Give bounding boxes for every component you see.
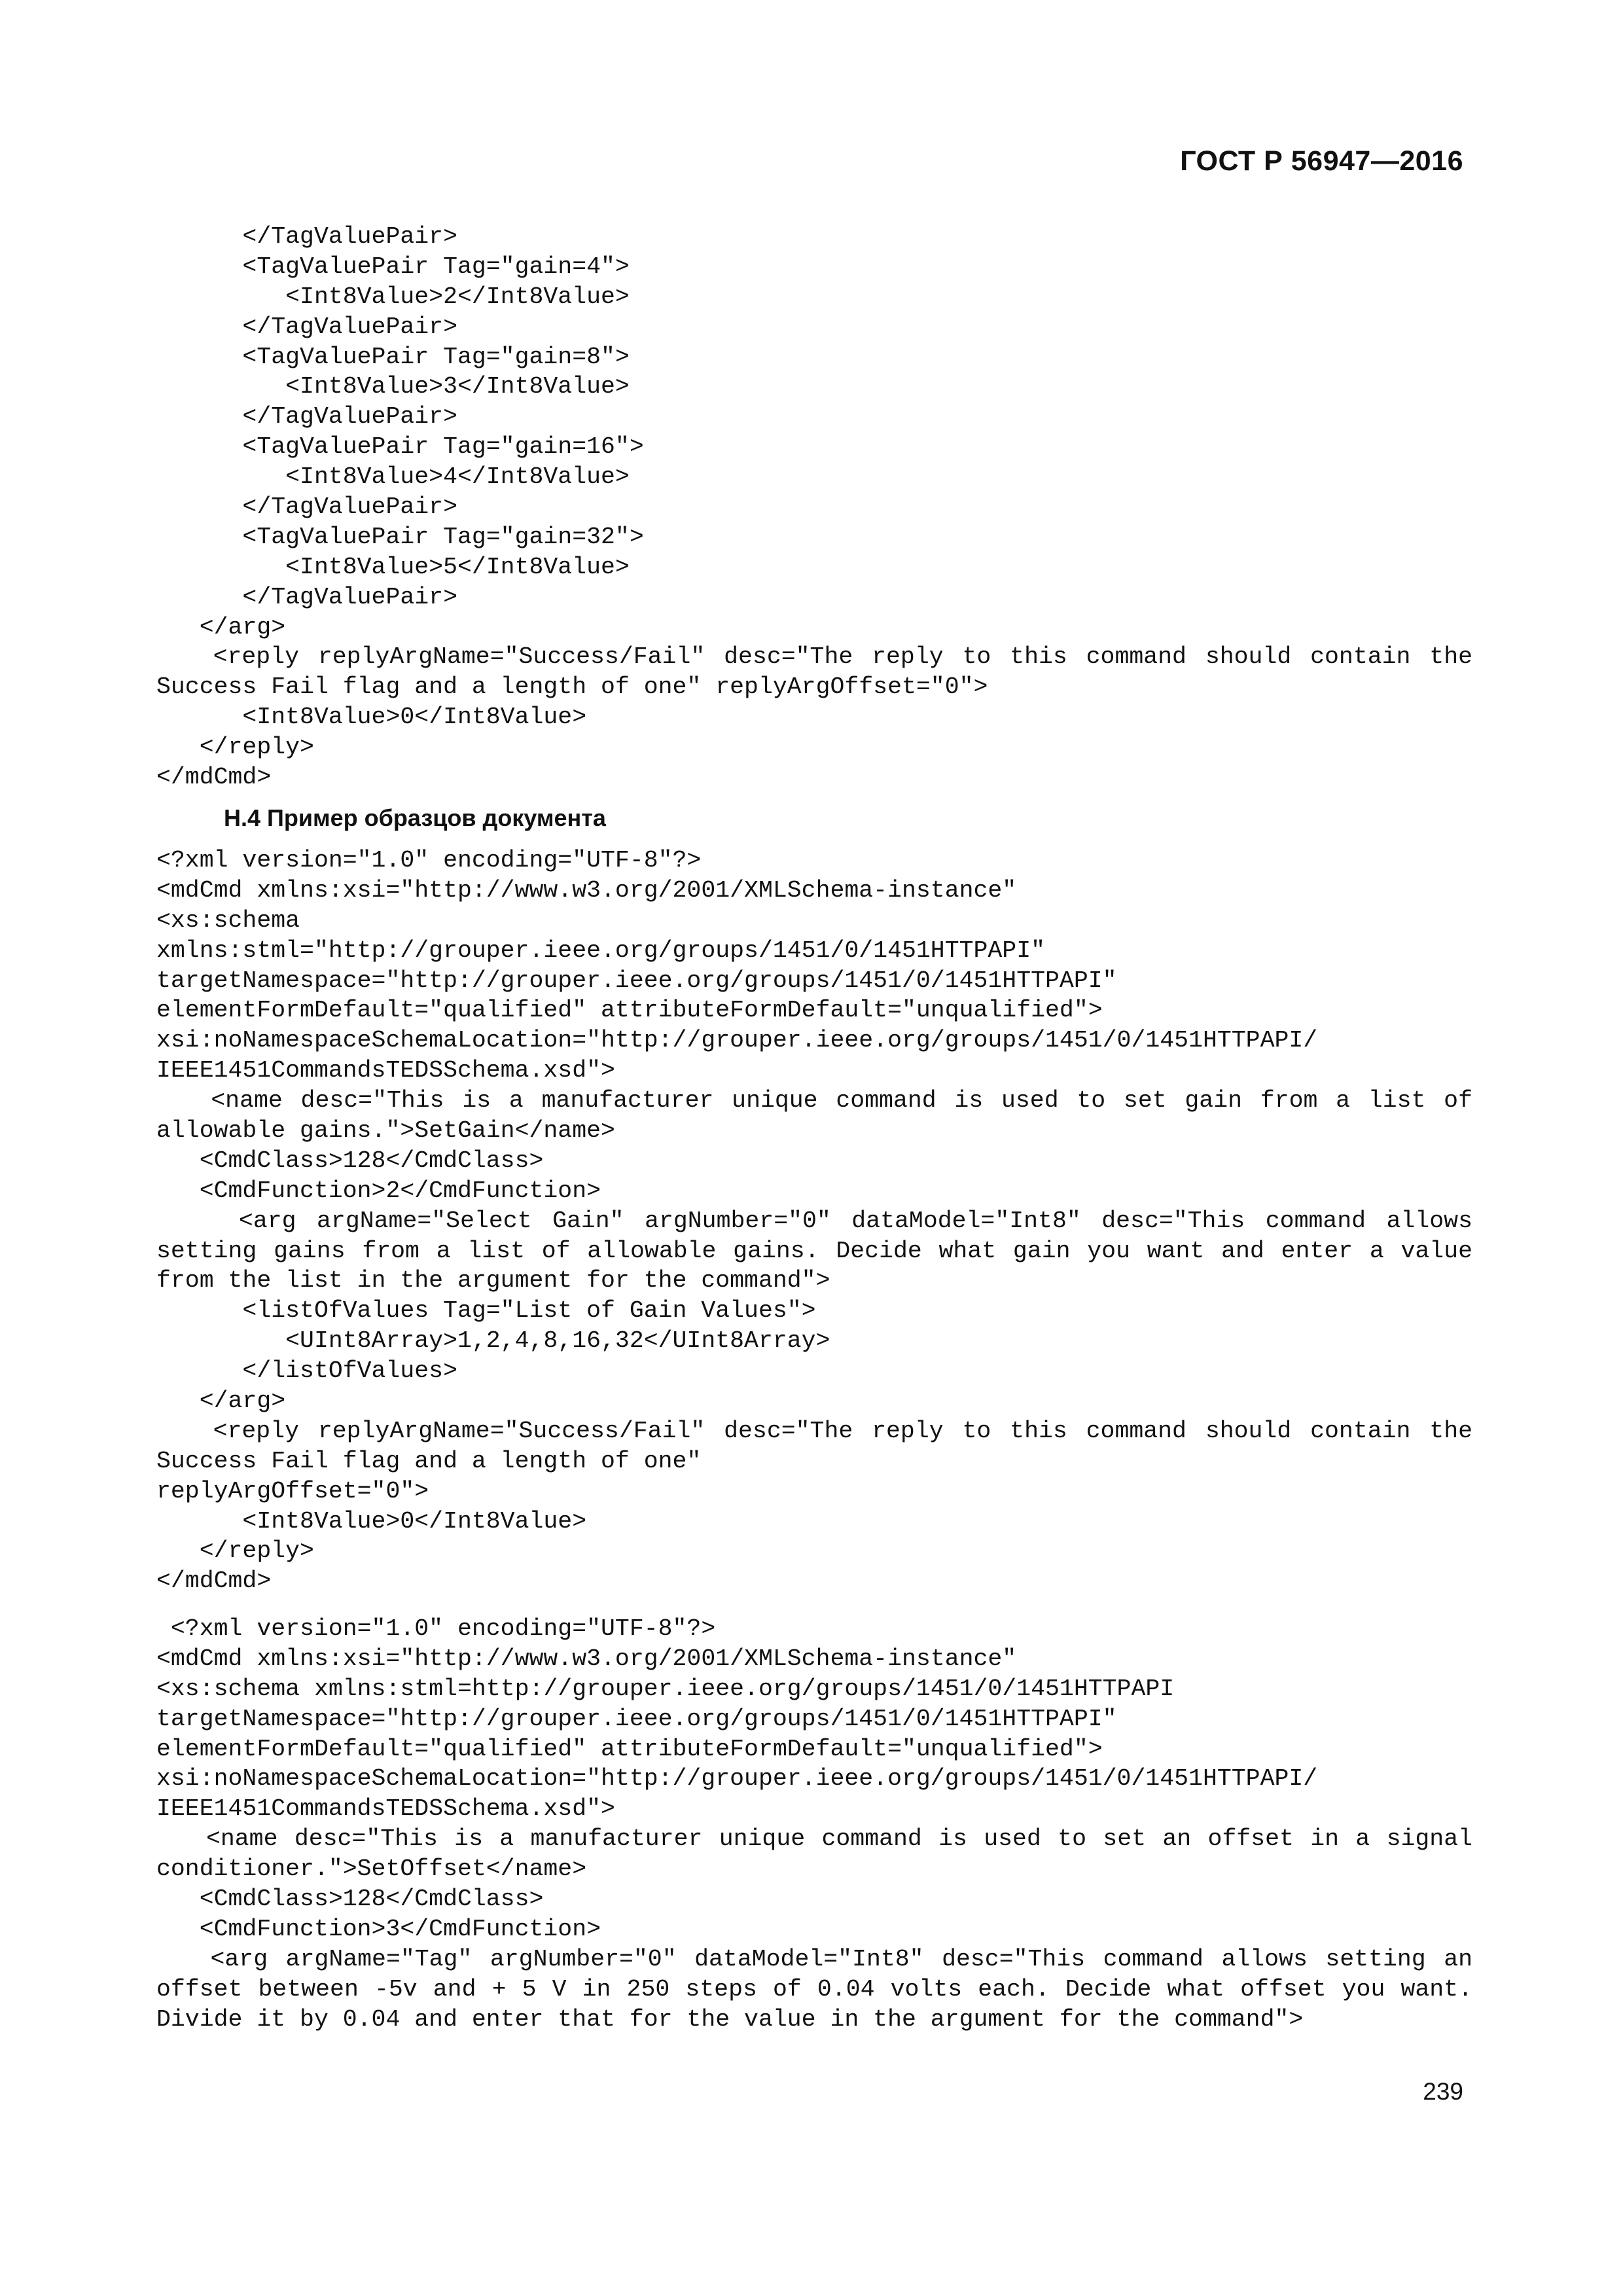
code-line: elementFormDefault="qualified" attributeFormDefault="unqualified"> <box>156 1735 1103 1763</box>
code-line: <Int8Value>3</Int8Value> <box>156 373 630 401</box>
code-line: <Int8Value>0</Int8Value> <box>156 1507 587 1535</box>
code-line: xsi:noNamespaceSchemaLocation="http://grouper.ieee.org/groups/1451/0/1451HTTPAPI/ <box>156 1765 1318 1793</box>
code-line: <?xml version="1.0" encoding="UTF-8"?> <box>156 1615 716 1642</box>
code-line: <arg argName="Select Gain" argNumber="0" dataModel="Int8" desc="This command allows <box>156 1207 1472 1234</box>
code-line: <mdCmd xmlns:xsi="http://www.w3.org/2001/XMLSchema-instance" <box>156 1645 1017 1672</box>
section-heading: Н.4 Пример образцов документа <box>224 804 606 831</box>
code-line: <Int8Value>0</Int8Value> <box>156 704 587 731</box>
code-line: offset between -5v and + 5 V in 250 steps of 0.04 volts each. Decide what offset you want. <box>156 1975 1472 2003</box>
code-line: </arg> <box>156 613 286 641</box>
code-line: targetNamespace="http://grouper.ieee.org/groups/1451/0/1451HTTPAPI" <box>156 967 1117 994</box>
code-line: </mdCmd> <box>156 764 272 791</box>
code-line: <?xml version="1.0" encoding="UTF-8"?> <box>156 847 702 874</box>
code-line: <mdCmd xmlns:xsi="http://www.w3.org/2001/XMLSchema-instance" <box>156 876 1017 904</box>
code-line: </TagValuePair> <box>156 403 457 431</box>
code-line: <CmdFunction>3</CmdFunction> <box>156 1915 601 1943</box>
code-line: <UInt8Array>1,2,4,8,16,32</UInt8Array> <box>156 1327 830 1355</box>
code-line: allowable gains.">SetGain</name> <box>156 1117 615 1145</box>
code-line: </TagValuePair> <box>156 313 457 340</box>
code-line: <TagValuePair Tag="gain=32"> <box>156 523 644 550</box>
code-line: </arg> <box>156 1388 286 1415</box>
code-line: IEEE1451CommandsTEDSSchema.xsd"> <box>156 1795 615 1823</box>
code-line: conditioner.">SetOffset</name> <box>156 1856 587 1883</box>
code-line: <listOfValues Tag="List of Gain Values"> <box>156 1297 816 1325</box>
code-line: <name desc="This is a manufacturer unique command is used to set gain from a list of <box>156 1087 1472 1115</box>
code-line: <xs:schema xmlns:stml=http://grouper.ieee.org/groups/1451/0/1451HTTPAPI <box>156 1675 1175 1702</box>
code-line: IEEE1451CommandsTEDSSchema.xsd"> <box>156 1057 615 1085</box>
xml-code-block-continued <box>156 222 1472 793</box>
code-line: Divide it by 0.04 and enter that for the value in the argument for the command"> <box>156 2005 1304 2033</box>
code-line: elementFormDefault="qualified" attributeFormDefault="unqualified"> <box>156 997 1103 1024</box>
xml-code-block-setgain <box>156 846 1472 1596</box>
code-line: </TagValuePair> <box>156 223 457 250</box>
code-line: </TagValuePair> <box>156 583 457 611</box>
code-line: </TagValuePair> <box>156 493 457 521</box>
code-line: <CmdClass>128</CmdClass> <box>156 1147 544 1174</box>
code-line: <TagValuePair Tag="gain=4"> <box>156 253 630 280</box>
code-line: <reply replyArgName="Success/Fail" desc="The reply to this command should contain the <box>156 643 1472 671</box>
document-standard-header: ГОСТ Р 56947—2016 <box>1180 145 1463 177</box>
code-line: <TagValuePair Tag="gain=16"> <box>156 433 644 461</box>
code-line: </listOfValues> <box>156 1357 457 1385</box>
page-number: 239 <box>1423 2078 1463 2105</box>
code-line: </mdCmd> <box>156 1568 272 1595</box>
code-line: xmlns:stml="http://grouper.ieee.org/groups/1451/0/1451HTTPAPI" <box>156 937 1046 964</box>
code-line: <xs:schema <box>156 906 300 934</box>
code-line: <Int8Value>5</Int8Value> <box>156 553 630 581</box>
code-line: <name desc="This is a manufacturer unique command is used to set an offset in a signal <box>156 1825 1472 1853</box>
xml-code-block-setoffset <box>156 1614 1472 2034</box>
code-line: <CmdClass>128</CmdClass> <box>156 1886 544 1913</box>
code-line: <arg argName="Tag" argNumber="0" dataModel="Int8" desc="This command allows setting an <box>156 1945 1472 1973</box>
code-line: <reply replyArgName="Success/Fail" desc="The reply to this command should contain the <box>156 1417 1472 1444</box>
code-line: targetNamespace="http://grouper.ieee.org/groups/1451/0/1451HTTPAPI" <box>156 1705 1117 1732</box>
code-line: Success Fail flag and a length of one" <box>156 1447 702 1475</box>
code-line: <Int8Value>4</Int8Value> <box>156 463 630 491</box>
code-line: from the list in the argument for the command"> <box>156 1267 830 1295</box>
code-line: <Int8Value>2</Int8Value> <box>156 283 630 310</box>
code-line: <CmdFunction>2</CmdFunction> <box>156 1177 601 1204</box>
code-line: replyArgOffset="0"> <box>156 1477 429 1505</box>
code-line: </reply> <box>156 1537 314 1565</box>
code-line: Success Fail flag and a length of one" replyArgOffset="0"> <box>156 673 988 701</box>
code-line: <TagValuePair Tag="gain=8"> <box>156 343 630 370</box>
code-line: </reply> <box>156 734 314 761</box>
code-line: setting gains from a list of allowable gains. Decide what gain you want and enter a value <box>156 1237 1472 1265</box>
code-line: xsi:noNamespaceSchemaLocation="http://grouper.ieee.org/groups/1451/0/1451HTTPAPI/ <box>156 1027 1318 1054</box>
